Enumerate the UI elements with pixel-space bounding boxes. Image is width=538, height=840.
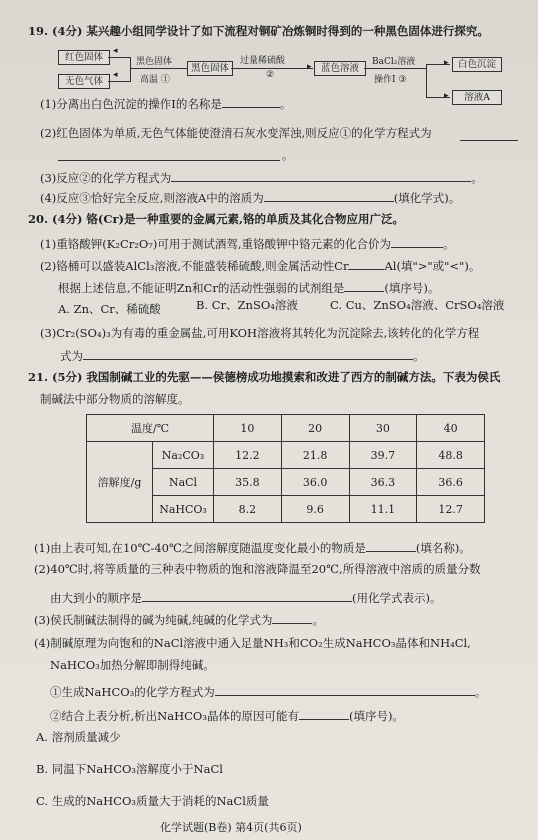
q19-part2: (2)红色固体为单质,无色气体能使澄清石灰水变浑浊,则反应①的化学方程式为 (40, 126, 432, 140)
q20-option-b: B. Cr、ZnSO₄溶液 (196, 298, 298, 312)
table-cell: 8.2 (214, 496, 282, 523)
table-row (87, 442, 485, 469)
table-cell: 21.8 (281, 442, 349, 469)
flow-reagent-label: 过量稀硫酸 (240, 56, 286, 66)
table-cell: Na₂CO₃ (153, 442, 214, 469)
table-header: 温度/℃ (87, 415, 214, 442)
table-cell: 11.1 (349, 496, 417, 523)
q21-part3: (3)侯氏制碱法制得的碱为纯碱,纯碱的化学式为 。 (34, 613, 324, 627)
arrow-left-icon: ◂ (113, 46, 118, 56)
q20-option-c: C. Cu、ZnSO₄溶液、CrSO₄溶液 (330, 298, 505, 312)
q21-part2: (2)40℃时,将等质量的三种表中物质的饱和溶液降温至20℃,所得溶液中溶质的质量分数 (34, 562, 481, 576)
q20-part2: (2)铬桶可以盛装AlCl₃溶液,不能盛装稀硫酸,则金属活动性Cr Al(填">"或"<")。 (40, 259, 481, 273)
table-cell: 48.8 (417, 442, 485, 469)
table-cell: NaHCO₃ (153, 496, 214, 523)
arrow-right-icon: ▸ (307, 62, 312, 72)
flow-arrow (131, 68, 187, 69)
flow-white-precipitate: 白色沉淀 (452, 57, 502, 72)
flow-step2-label: ② (266, 70, 275, 80)
period: 。 (282, 148, 294, 162)
flow-blue-solution: 蓝色溶液 (314, 61, 366, 76)
table-cell: 12.2 (214, 442, 282, 469)
q21-header: 21. (5分) 我国制碱工业的先驱——侯德榜成功地摸索和改进了西方的制碱方法。下表为侯氏 (28, 370, 501, 384)
q21-part4-2: ②结合上表分析,析出NaHCO₃晶体的原因可能有 (填序号)。 (50, 709, 404, 723)
table-cell: 36.6 (417, 469, 485, 496)
q21-option-c: C. 生成的NaHCO₃质量大于消耗的NaCl质量 (36, 794, 269, 808)
table-header: 10 (214, 415, 282, 442)
q20-part3-b: 式为 。 (60, 349, 425, 363)
flow-connector (426, 64, 427, 98)
flow-red-solid: 红色固体 (58, 50, 110, 65)
flow-solution-a: 溶液A (452, 90, 502, 105)
q20-part3: (3)Cr₂(SO₄)₃为有毒的重金属盐,可用KOH溶液将其转化为沉淀除去,该转化的化学方程 (40, 326, 480, 340)
table-cell: 36.0 (281, 469, 349, 496)
flow-high-temp-label: 高温 ① (140, 75, 170, 85)
q21-part2-b: 由大到小的顺序是 (用化学式表示)。 (50, 591, 442, 605)
q19-part1: (1)分离出白色沉淀的操作I的名称是 。 (40, 97, 292, 111)
q19-header: 19. (4分) 某兴趣小组同学设计了如下流程对铜矿冶炼铜时得到的一种黑色固体进行探究。 (28, 24, 489, 38)
q20-part1: (1)重铬酸钾(K₂Cr₂O₇)可用于测试酒驾,重铬酸钾中铬元素的化合价为 。 (40, 237, 455, 251)
table-cell: 12.7 (417, 496, 485, 523)
page-footer: 化学试题(B卷) 第4页(共6页) (160, 821, 302, 834)
arrow-left-icon: ◂ (113, 70, 118, 80)
answer-line (460, 140, 518, 141)
flow-bacl2-label: BaCl₂溶液 (372, 57, 416, 67)
answer-line (58, 160, 280, 161)
q21-part4-1: ①生成NaHCO₃的化学方程式为 。 (50, 685, 487, 699)
table-cell: 39.7 (349, 442, 417, 469)
table-cell: 35.8 (214, 469, 282, 496)
flow-black-solid-label: 黑色固体 (136, 57, 173, 67)
table-header: 20 (281, 415, 349, 442)
q21-header-2: 制碱法中部分物质的溶解度。 (40, 392, 190, 406)
q21-option-a: A. 溶剂质量减少 (36, 730, 121, 744)
flow-op-label: 操作I ③ (374, 75, 407, 85)
flow-colorless-gas: 无色气体 (58, 74, 110, 89)
table-cell: 9.6 (281, 496, 349, 523)
q19-part3: (3)反应②的化学方程式为 。 (40, 171, 483, 185)
solubility-table (86, 414, 485, 523)
q21-option-b: B. 同温下NaHCO₃溶解度小于NaCl (36, 762, 223, 776)
table-cell: NaCl (153, 469, 214, 496)
flow-connector (130, 57, 131, 82)
arrow-right-icon: ▸ (444, 58, 449, 68)
table-cell: 溶解度/g (87, 442, 153, 523)
q21-part1: (1)由上表可知,在10℃-40℃之间溶解度随温度变化最小的物质是 (填名称)。 (34, 541, 471, 555)
flow-connector (108, 57, 130, 58)
table-header: 30 (349, 415, 417, 442)
q20-option-a: A. Zn、Cr、稀硫酸 (58, 302, 161, 316)
q20-header: 20. (4分) 铬(Cr)是一种重要的金属元素,铬的单质及其化合物应用广泛。 (28, 212, 404, 226)
q21-part4-b: NaHCO₃加热分解即制得纯碱。 (50, 658, 215, 672)
table-row (87, 415, 485, 442)
flow-connector (108, 81, 130, 82)
flow-arrow (231, 68, 313, 69)
flow-black-solid: 黑色固体 (187, 61, 233, 76)
q20-part2-b: 根据上述信息,不能证明Zn和Cr的活动性强弱的试剂组是 (填序号)。 (58, 281, 440, 295)
table-cell: 36.3 (349, 469, 417, 496)
table-header: 40 (417, 415, 485, 442)
flow-arrow (364, 68, 426, 69)
arrow-right-icon: ▸ (444, 91, 449, 101)
q21-part4: (4)制碱原理为向饱和的NaCl溶液中通入足量NH₃和CO₂生成NaHCO₃晶体和NH₄Cl, (34, 636, 471, 650)
q19-part4: (4)反应③恰好完全反应,则溶液A中的溶质为 (填化学式)。 (40, 191, 461, 205)
